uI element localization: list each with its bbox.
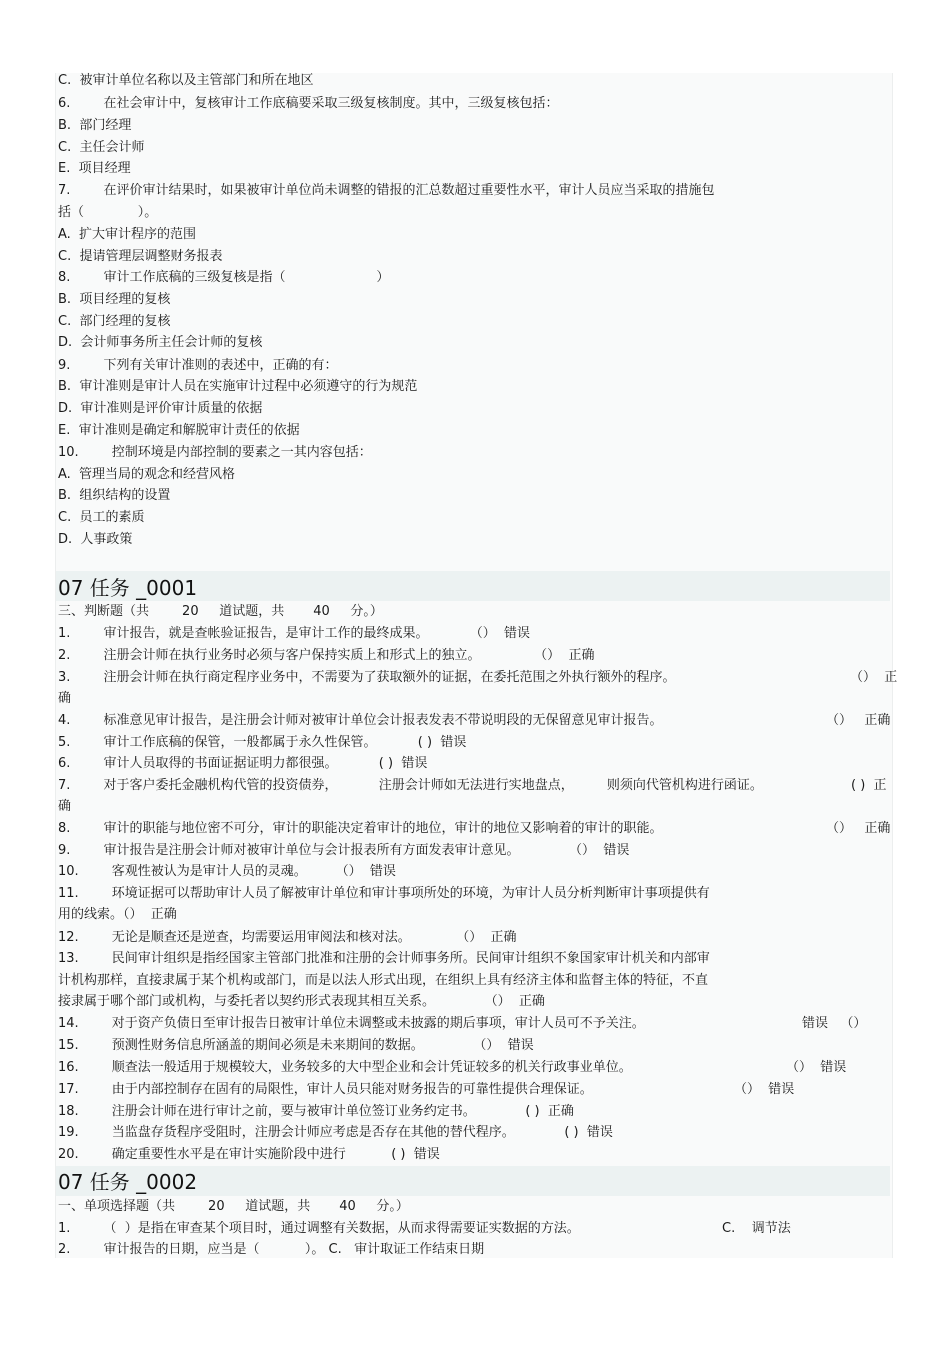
section-title: 07 任务 _0002 — [58, 1170, 198, 1194]
judgment-item: 接隶属于哪个部门或机构，与委托者以契约形式表现其相互关系。 （） 正确 — [58, 994, 545, 1009]
judgment-item: 5. 审计工作底稿的保管，一般都属于永久性保管。 ( ) 错误 — [58, 735, 467, 750]
option-line: A. 扩大审计程序的范围 — [58, 227, 197, 242]
judgment-item: 15. 预测性财务信息所涵盖的期间必须是未来期间的数据。 （） 错误 — [58, 1038, 534, 1053]
question-line: 8. 审计工作底稿的三级复核是指（ ） — [58, 270, 390, 285]
answer-text: （） 错误 — [734, 1082, 795, 1097]
question-line: 6. 在社会审计中，复核审计工作底稿要采取三级复核制度。其中，三级复核包括： — [58, 96, 559, 111]
option-line: D. 审计准则是评价审计质量的依据 — [58, 401, 263, 416]
judgment-item: 12. 无论是顺查还是逆查，均需要运用审阅法和核对法。 （） 正确 — [58, 930, 517, 945]
judgment-item: 19. 当监盘存货程序受阻时，注册会计师应考虑是否存在其他的替代程序。 ( ) 错误 — [58, 1125, 613, 1140]
option-line: E. 项目经理 — [58, 161, 131, 176]
judgment-item: 用的线索。（） 正确 — [58, 907, 177, 922]
judgment-item: 11. 环境证据可以帮助审计人员了解被审计单位和审计事项所处的环境，为审计人员分析判断审计事项提供有 — [58, 886, 710, 901]
answer-text: 错误 （） — [802, 1016, 867, 1031]
option-line: E. 审计准则是确定和解脱审计责任的依据 — [58, 423, 300, 438]
judgment-item: 4. 标准意见审计报告，是注册会计师对被审计单位会计报表发表不带说明段的无保留意见审计报告。 — [58, 713, 663, 728]
judgment-item: 1. 审计报告，就是查帐验证报告，是审计工作的最终成果。 （） 错误 — [58, 626, 531, 641]
section-subtitle: 三、判断题（共 20 道试题，共 40 分。） — [58, 604, 383, 619]
judgment-item: 20. 确定重要性水平是在审计实施阶段中进行 ( ) 错误 — [58, 1147, 440, 1162]
option-line: C. 被审计单位名称以及主管部门和所在地区 — [58, 73, 314, 88]
judgment-item: 18. 注册会计师在进行审计之前，要与被审计单位签订业务约定书。 ( ) 正确 — [58, 1104, 574, 1119]
answer-text: （） 正确 — [826, 821, 891, 836]
option-line: D. 人事政策 — [58, 532, 133, 547]
judgment-item: 14. 对于资产负债日至审计报告日被审计单位未调整或未披露的期后事项，审计人员可不予关注。 — [58, 1016, 645, 1031]
judgment-item: 计机构那样，直接隶属于某个机构或部门，而是以法人形式出现，在组织上具有经济主体和监督主体的特征，不直 — [58, 973, 709, 988]
answer-text: C. 调节法 — [722, 1221, 791, 1236]
option-line: C. 部门经理的复核 — [58, 314, 171, 329]
judgment-item: 17. 由于内部控制存在固有的局限性，审计人员只能对财务报告的可靠性提供合理保证。 — [58, 1082, 593, 1097]
judgment-item: 13. 民间审计组织是指经国家主管部门批准和注册的会计师事务所。民间审计组织不象国家审计机关和内部审 — [58, 951, 710, 966]
choice-item: 1. （ ）是指在审查某个项目时，通过调整有关数据，从而求得需要证实数据的方法。 — [58, 1221, 580, 1236]
choice-item: 2. 审计报告的日期，应当是（ ）。 C. 审计取证工作结束日期 — [58, 1242, 485, 1257]
judgment-item: 3. 注册会计师在执行商定程序业务中，不需要为了获取额外的证据，在委托范围之外执行额外的程序。 — [58, 670, 676, 685]
question-line: 10. 控制环境是内部控制的要素之一其内容包括： — [58, 445, 372, 460]
judgment-item: 8. 审计的职能与地位密不可分，审计的职能决定着审计的地位，审计的地位又影响着的审计的职能。 — [58, 821, 663, 836]
answer-text: （） 正 — [850, 670, 898, 685]
judgment-item: 16. 顺查法一般适用于规模较大，业务较多的大中型企业和会计凭证较多的机关行政事业单位。 — [58, 1060, 632, 1075]
question-line: 7. 在评价审计结果时，如果被审计单位尚未调整的错报的汇总数超过重要性水平，审计人员应当采取的措施包 — [58, 183, 715, 198]
judgment-item: 6. 审计人员取得的书面证据证明力都很强。 ( ) 错误 — [58, 756, 428, 771]
judgment-item: 2. 注册会计师在执行业务时必须与客户保持实质上和形式上的独立。 （） 正确 — [58, 648, 595, 663]
option-line: C. 员工的素质 — [58, 510, 145, 525]
option-line: B. 审计准则是审计人员在实施审计过程中必须遵守的行为规范 — [58, 379, 418, 394]
option-line: D. 会计师事务所主任会计师的复核 — [58, 335, 263, 350]
question-line: 括（ ）。 — [58, 205, 158, 220]
option-line: B. 组织结构的设置 — [58, 488, 171, 503]
option-line: A. 管理当局的观念和经营风格 — [58, 467, 236, 482]
option-line: B. 项目经理的复核 — [58, 292, 171, 307]
answer-text: （） 正确 — [826, 713, 891, 728]
option-line: B. 部门经理 — [58, 118, 132, 133]
answer-text: （） 错误 — [786, 1060, 847, 1075]
question-line: 9. 下列有关审计准则的表述中，正确的有： — [58, 358, 338, 373]
judgment-item: 确 — [58, 799, 72, 814]
section-subtitle: 一、单项选择题（共 20 道试题，共 40 分。） — [58, 1199, 409, 1214]
judgment-item: 10. 客观性被认为是审计人员的灵魂。 （） 错误 — [58, 864, 396, 879]
answer-text: ( ) 正 — [851, 778, 887, 793]
judgment-item: 7. 对于客户委托金融机构代管的投资债券， 注册会计师如无法进行实地盘点， 则须向代管机构进行函证。 — [58, 778, 763, 793]
option-line: C. 主任会计师 — [58, 140, 145, 155]
option-line: C. 提请管理层调整财务报表 — [58, 249, 223, 264]
judgment-item: 确 — [58, 691, 72, 706]
judgment-item: 9. 审计报告是注册会计师对被审计单位与会计报表所有方面发表审计意见。 （） 错误 — [58, 843, 630, 858]
section-title: 07 任务 _0001 — [58, 576, 198, 600]
